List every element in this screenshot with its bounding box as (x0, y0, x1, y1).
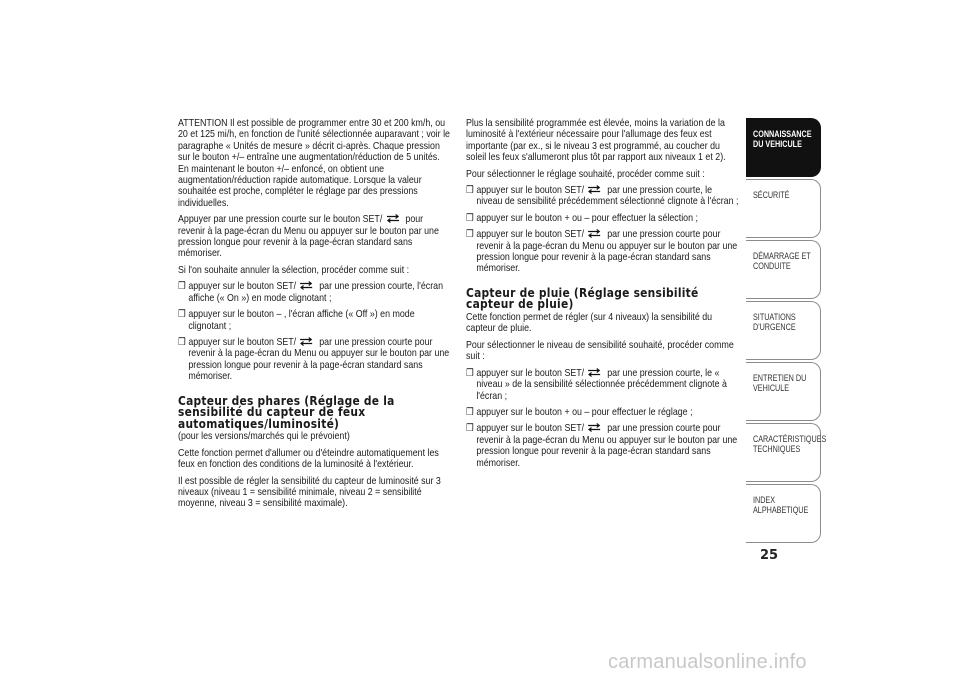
list-item (466, 368, 739, 402)
text-fragment: par une pression courte pour revenir à la page-écran du Menu ou appuyer sur le bouton par une pression longue pour revenir à la page-écran standard sans mémoriser. (476, 423, 738, 469)
checkbox-bullet-icon: ❒ (178, 281, 186, 293)
section-heading: Capteur de pluie (Réglage sensibilité capteur de pluie) (466, 284, 699, 312)
return-arrow-icon (585, 368, 604, 377)
checkbox-bullet-icon: ❒ (466, 367, 474, 379)
checkbox-bullet-icon: ❒ (178, 336, 186, 348)
text-fragment: appuyer sur le bouton SET/ (188, 281, 297, 293)
text-fragment: pour revenir à la page-écran du Menu ou appuyer sur le bouton par une pression longue pour revenir à la page-écran standard sans mémoriser. (178, 214, 439, 260)
intro-paragraph: Plus la sensibilité programmée est élevée, moins la variation de la luminosité à l'extérieur nécessaire pour l'allumage des feux est importante (par ex., si le niveau 3 est programmé, au coucher du soleil les feux s'allumeront plus tôt par rapport aux niveaux 1 et 2). (466, 118, 726, 164)
list-item (466, 213, 739, 224)
list-item (178, 337, 451, 383)
text-fragment: appuyer sur le bouton + ou – pour effectuer le réglage ; (476, 406, 693, 418)
tab-caracteristiques-techniques[interactable] (746, 423, 827, 482)
checkbox-bullet-icon: ❒ (466, 423, 474, 435)
text-fragment: Appuyer par une pression courte sur le bouton SET/ (178, 214, 383, 226)
section-subnote: (pour les versions/marchés qui le prévoient) (178, 431, 350, 443)
chapter-tabs (746, 118, 827, 545)
rain-paragraph: Cette fonction permet de régler (sur 4 niveaux) la sensibilité du capteur de pluie. (466, 312, 713, 335)
tab-label: DÉMARRAGE ET CONDUITE (753, 251, 811, 271)
text-fragment: appuyer sur le bouton + ou – pour effectuer la sélection ; (476, 212, 698, 224)
return-arrow-icon (585, 423, 604, 432)
list-item (466, 185, 739, 208)
tab-connaissance-du-vehicule[interactable] (746, 118, 821, 177)
attention-paragraph: ATTENTION Il est possible de programmer entre 30 et 200 km/h, ou 20 et 125 mi/h, en fonction de l'unité sélectionnée auparavant ; voir le paragraphe « Unités de mesure » décrit ci-après. Chaque pression sur le bouton +/– entraîne une augmentation/réduction de 5 unités. En maintenant le bouton +/– enfoncé, on obtient une augmentation/réduction rapide automatique. Lorsque la valeur souhaitée est proche, compléter le réglage par des pressions individuelles. (178, 118, 450, 209)
function-paragraph: Cette fonction permet d'allumer ou d'éteindre automatiquement les feux en fonction des conditions de la luminosité à l'extérieur. (178, 447, 439, 471)
text-fragment: par une pression courte pour revenir à la page-écran du Menu ou appuyer sur le bouton par une pression longue pour revenir à la page-écran standard sans mémoriser. (476, 229, 738, 275)
tab-securite[interactable] (746, 179, 821, 238)
tab-demarrage-et-conduite[interactable] (746, 240, 821, 299)
checkbox-bullet-icon: ❒ (466, 185, 474, 197)
text-fragment: par une pression courte, le « niveau » de la sensibilité sélectionnée précédemment clignote à l'écran ; (476, 367, 727, 402)
tab-index-alphabetique[interactable] (746, 484, 821, 543)
text-fragment: par une pression courte, le niveau de sensibilité précédemment sélectionné clignote à l'écran ; (476, 185, 739, 208)
checkbox-bullet-icon: ❒ (466, 406, 474, 418)
tab-label: CARACTÉRISTIQUES TECHNIQUES (753, 434, 827, 454)
list-item (466, 407, 739, 418)
text-fragment: appuyer sur le bouton SET/ (476, 367, 585, 379)
select-intro: Pour sélectionner le réglage souhaité, procéder comme suit : (466, 168, 705, 180)
cancel-intro: Si l'on souhaite annuler la sélection, procéder comme suit : (178, 264, 410, 276)
tab-label: SÉCURITÉ (753, 190, 790, 200)
tab-label: CONNAISSANCE DU VEHICULE (753, 129, 812, 149)
levels-paragraph: Il est possible de régler la sensibilité du capteur de luminosité sur 3 niveaux (niveau 1 = sensibilité minimale, niveau 2 = sensibilité moyenne, niveau 3 = sensibilité maximale). (178, 475, 441, 510)
tab-entretien-du-vehicule[interactable] (746, 362, 821, 421)
return-arrow-icon (383, 214, 402, 223)
text-fragment: appuyer sur le bouton SET/ (476, 229, 585, 241)
checkbox-bullet-icon: ❒ (178, 309, 186, 321)
select-intro: Pour sélectionner le niveau de sensibilité souhaité, procéder comme suit : (466, 339, 734, 363)
return-arrow-icon (585, 185, 604, 194)
list-item (466, 229, 739, 275)
text-fragment: appuyer sur le bouton SET/ (476, 185, 585, 197)
text-fragment: appuyer sur le bouton SET/ (188, 336, 297, 348)
checkbox-bullet-icon: ❒ (466, 229, 474, 241)
right-column (466, 118, 739, 474)
return-arrow-icon (297, 281, 316, 290)
page-number: 25 (760, 548, 779, 563)
tab-situations-d-urgence[interactable] (746, 301, 821, 360)
press-set-paragraph (178, 214, 451, 260)
return-arrow-icon (585, 229, 604, 238)
list-item (178, 281, 451, 304)
text-fragment: appuyer sur le bouton SET/ (476, 423, 585, 435)
text-fragment: par une pression courte pour revenir à la page-écran du Menu ou appuyer sur le bouton par une pression longue pour revenir à la page-écran standard sans mémoriser. (188, 336, 450, 383)
list-item (466, 423, 739, 469)
left-column (178, 118, 451, 515)
text-fragment: appuyer sur le bouton – , l'écran affiche (« Off ») en mode clignotant ; (188, 309, 415, 332)
text-fragment: par une pression courte, l'écran affiche (« On ») en mode clignotant ; (188, 281, 444, 304)
return-arrow-icon (297, 337, 316, 346)
tab-label: INDEX ALPHABETIQUE (753, 495, 809, 515)
tab-label: ENTRETIEN DU VEHICULE (753, 373, 807, 393)
tab-label: SITUATIONS D'URGENCE (753, 312, 796, 332)
watermark: carmanualsonline.info (608, 651, 807, 673)
checkbox-bullet-icon: ❒ (466, 212, 474, 224)
section-heading: Capteur des phares (Réglage de la sensibilité du capteur de feux automatiques/luminosité) (178, 392, 395, 431)
list-item (178, 309, 451, 332)
